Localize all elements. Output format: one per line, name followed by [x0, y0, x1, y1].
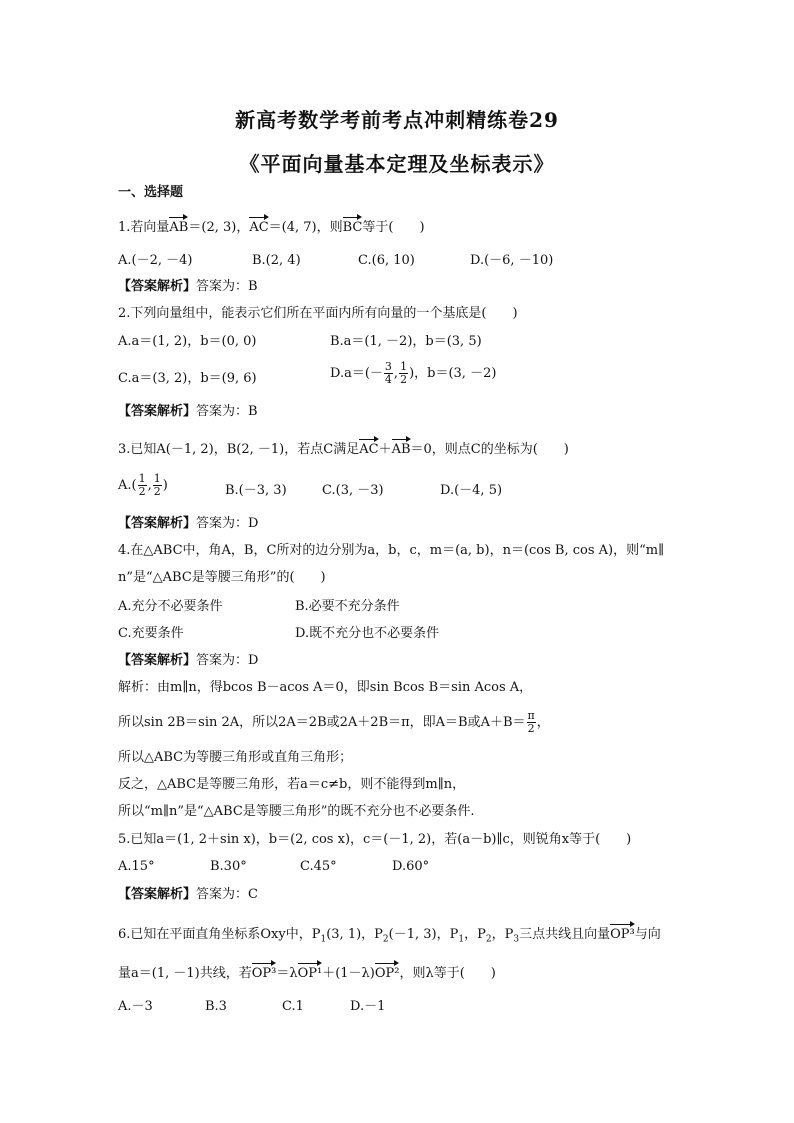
document-title: 新高考数学考前考点冲刺精练卷29 — [235, 108, 559, 132]
q1-option-a: A.(－2, －4) — [118, 253, 193, 268]
q3-option-d: D.(－4, 5) — [440, 483, 503, 498]
q4-option-b: B.必要不充分条件 — [295, 599, 400, 614]
vector-ac: AC — [359, 438, 378, 459]
q4-solution-line-4: 反之，△ABC是等腰三角形，若a＝c≠b，则不能得到m∥n， — [118, 777, 466, 792]
q6-option-d: D.－1 — [350, 999, 386, 1014]
q2-option-c: C.a＝(3, 2)，b＝(9, 6) — [118, 371, 257, 386]
q3-option-a: A.( $\frac{1}{2}$ , $\frac{1}{2}$ ) — [118, 472, 168, 498]
q3-answer: 【答案解析】答案为：D — [118, 516, 259, 531]
q5-option-c: C.45° — [300, 859, 337, 874]
vector-op3: OP³ — [610, 923, 635, 944]
q2-option-b: B.a＝(1, －2)，b＝(3, 5) — [330, 334, 482, 349]
q4-solution-line-5: 所以“m∥n”是“△ABC是等腰三角形”的既不充分也不必要条件. — [118, 804, 475, 819]
q1-option-c: C.(6, 10) — [358, 253, 415, 268]
q4-solution-line-1: 解析：由m∥n，得bcos B－acos A＝0，即sin Bcos B＝sin Acos A， — [118, 680, 533, 695]
vector-bc: BC — [343, 216, 363, 237]
q5-option-b: B.30° — [210, 859, 247, 874]
q4-answer: 【答案解析】答案为：D — [118, 653, 259, 668]
question-5: 5.已知a＝(1, 2＋sin x)，b＝(2, cos x)，c＝(－1, 2)，若(a－b)∥c，则锐角x等于( ) — [118, 832, 632, 847]
vector-op1: OP¹ — [298, 962, 323, 983]
question-1: 1.若向量AB＝(2, 3)，AC＝(4, 7)，则BC等于( ) — [118, 216, 425, 237]
q5-option-d: D.60° — [392, 859, 430, 874]
q4-option-c: C.充要条件 — [118, 626, 184, 641]
vector-ac: AC — [249, 216, 268, 237]
q4-solution-line-3: 所以△ABC为等腰三角形或直角三角形； — [118, 750, 353, 765]
question-2: 2.下列向量组中，能表示它们所在平面内所有向量的一个基底是( ) — [118, 306, 518, 321]
q5-option-a: A.15° — [118, 859, 155, 874]
q2-option-a: A.a＝(1, 2)，b＝(0, 0) — [118, 334, 257, 349]
question-4-line-2: n”是“△ABC是等腰三角形”的( ) — [118, 570, 326, 585]
q6-option-b: B.3 — [205, 999, 227, 1014]
vector-ab: AB — [169, 216, 188, 237]
q3-option-c: C.(3, －3) — [322, 483, 384, 498]
section-heading: 一、选择题 — [118, 185, 184, 200]
q4-solution-line-2: 所以sin 2B＝sin 2A，所以2A＝2B或2A＋2B＝π，即A＝B或A＋B＝ $\frac{\pi}{2}$ ， — [118, 709, 550, 735]
q2-option-d: D.a＝(－ $\frac{3}{4}$ , $\frac{1}{2}$ )，b＝(3, －2) — [330, 360, 497, 386]
q1-option-b: B.(2, 4) — [252, 253, 301, 268]
q6-option-a: A.－3 — [118, 999, 153, 1014]
q3-option-b: B.(－3, 3) — [225, 483, 287, 498]
vector-ab: AB — [392, 438, 411, 459]
q5-answer: 【答案解析】答案为：C — [118, 887, 258, 902]
document-subtitle: 《平面向量基本定理及坐标表示》 — [239, 152, 555, 176]
q1-answer: 【答案解析】答案为：B — [118, 279, 258, 294]
q1-option-d: D.(－6, －10) — [470, 253, 554, 268]
q4-option-a: A.充分不必要条件 — [118, 599, 223, 614]
question-3: 3.已知A(－1, 2)，B(2, －1)，若点C满足AC＋AB＝0，则点C的坐标为( ) — [118, 438, 569, 459]
vector-op3: OP³ — [252, 962, 277, 983]
q4-option-d: D.既不充分也不必要条件 — [295, 626, 440, 641]
vector-op2: OP² — [375, 962, 400, 983]
q2-answer: 【答案解析】答案为：B — [118, 404, 258, 419]
question-6-line-1: 6.已知在平面直角坐标系Oxy中，$P_1(3$, 1)，$P_2(-1$, 3)，$P_1$，$P_2$，$P_3$三点共线且向量OP³与向 — [118, 923, 661, 949]
question-6-line-2: 量a＝(1, －1)共线，若OP³＝λOP¹＋(1－λ)OP²，则λ等于( ) — [118, 962, 496, 983]
q6-option-c: C.1 — [282, 999, 304, 1014]
question-4-line-1: 4.在△ABC中，角A，B，C所对的边分别为a，b，c，m＝(a, b)，n＝(cos B, cos A)，则“m∥ — [118, 543, 665, 558]
